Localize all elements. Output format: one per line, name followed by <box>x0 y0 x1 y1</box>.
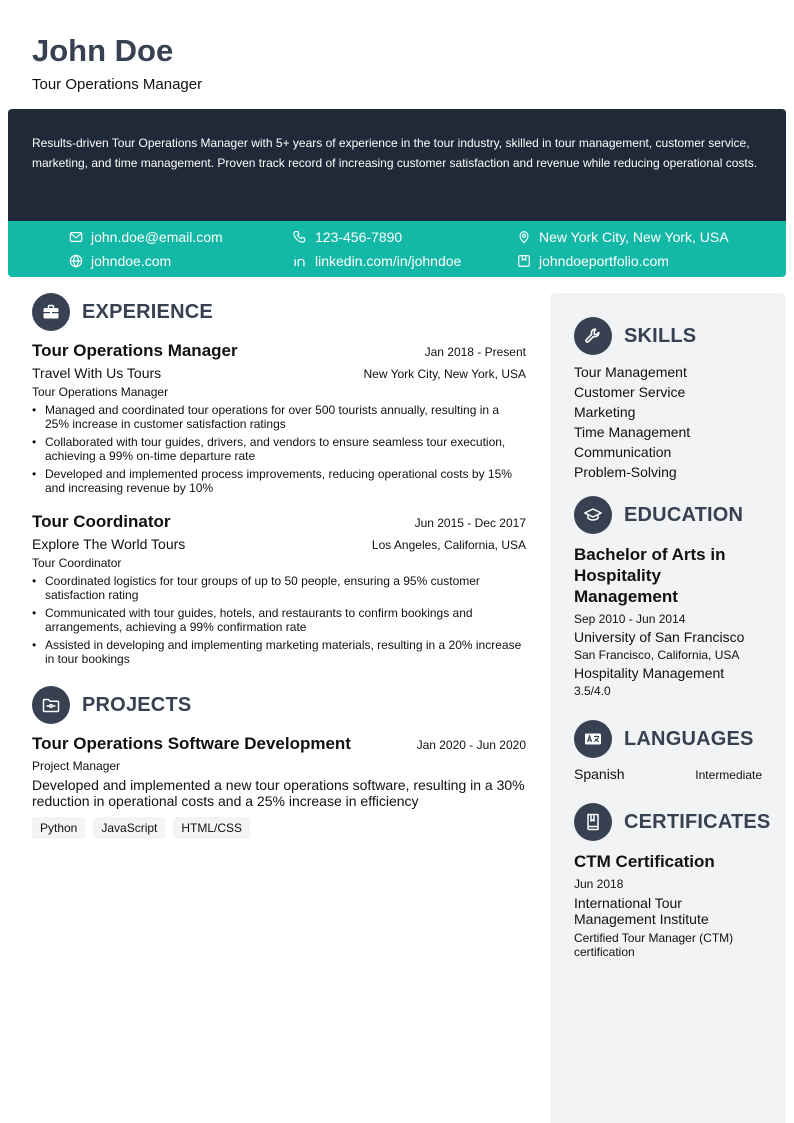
mail-icon <box>69 230 83 244</box>
briefcase-icon <box>32 293 70 331</box>
project-date: Jan 2020 - Jun 2020 <box>416 738 526 752</box>
job-company: Travel With Us Tours <box>32 365 162 381</box>
skill-item: Communication <box>574 444 672 460</box>
bullet-item: • Managed and coordinated tour operations for over 500 tourists annually, resulting in a 25% increase in customer satisfaction ratings <box>32 403 526 431</box>
tag: HTML/CSS <box>173 817 250 839</box>
certificate-entry <box>574 851 766 959</box>
resume-header <box>32 34 202 93</box>
job-company: Explore The World Tours <box>32 536 186 552</box>
experience-entry <box>32 512 526 666</box>
wrench-icon <box>574 317 612 355</box>
bullet-item: • Collaborated with tour guides, drivers, and vendors to ensure seamless tour execution, achieving a 99% on-time departure rate <box>32 435 526 463</box>
certificates-heading: CERTIFICATES <box>624 810 771 833</box>
certificate-description: Certified Tour Manager (CTM) certification <box>574 931 734 959</box>
tag: Python <box>32 817 85 839</box>
contact-location <box>517 228 729 246</box>
contact-phone-text: 123-456-7890 <box>315 229 403 245</box>
contact-linkedin-text: linkedin.com/in/johndoe <box>315 253 462 269</box>
education-gpa: 3.5/4.0 <box>574 684 611 698</box>
portfolio-icon <box>517 254 531 268</box>
skill-item: Tour Management <box>574 364 687 380</box>
certificate-date: Jun 2018 <box>574 877 624 891</box>
education-section-header <box>574 496 743 534</box>
education-entry <box>574 544 764 698</box>
summary-text: Results-driven Tour Operations Manager with 5+ years of experience in the tour industry, skilled in tour management, customer service, marketing, and time management. Proven track record of increasing customer satisfaction and revenue while reducing operational costs. <box>32 136 758 170</box>
location-pin-icon <box>517 230 531 244</box>
experience-heading: EXPERIENCE <box>82 300 213 323</box>
skill-item: Time Management <box>574 424 691 440</box>
globe-icon <box>69 254 83 268</box>
candidate-title: Tour Operations Manager <box>32 76 203 93</box>
skills-list <box>574 362 690 482</box>
education-date: Sep 2010 - Jun 2014 <box>574 612 686 626</box>
job-location: New York City, New York, USA <box>363 367 526 381</box>
job-role: Tour Operations Manager <box>32 385 169 399</box>
job-date: Jan 2018 - Present <box>424 345 526 359</box>
contact-website-text: johndoe.com <box>91 253 172 269</box>
experience-section-header <box>32 293 213 331</box>
tag: JavaScript <box>93 817 165 839</box>
project-title: Tour Operations Software Development <box>32 734 351 753</box>
project-entry <box>32 734 526 839</box>
job-date: Jun 2015 - Dec 2017 <box>414 516 526 530</box>
skills-heading: SKILLS <box>624 324 697 347</box>
certificate-issuer: International Tour Management Institute <box>574 895 709 927</box>
summary-panel <box>8 109 786 221</box>
education-heading: EDUCATION <box>624 503 744 526</box>
education-location: San Francisco, California, USA <box>574 648 740 662</box>
contact-email[interactable] <box>69 228 223 246</box>
job-title: Tour Coordinator <box>32 512 171 531</box>
languages-heading: LANGUAGES <box>624 727 754 750</box>
skill-item: Customer Service <box>574 384 686 400</box>
project-role: Project Manager <box>32 759 121 773</box>
bullet-item: • Developed and implemented process improvements, reducing operational costs by 15% and increasing revenue by 10% <box>32 467 526 495</box>
language-name: Spanish <box>574 766 625 782</box>
job-title: Tour Operations Manager <box>32 341 238 360</box>
contact-portfolio-text: johndoeportfolio.com <box>539 253 669 269</box>
job-role: Tour Coordinator <box>32 556 122 570</box>
certificate-name: CTM Certification <box>574 852 715 871</box>
skill-item: Problem-Solving <box>574 464 677 480</box>
education-degree: Bachelor of Arts in Hospitality Management <box>574 545 726 606</box>
phone-icon <box>293 230 307 244</box>
linkedin-icon <box>293 254 307 268</box>
skill-item: Marketing <box>574 404 636 420</box>
job-location: Los Angeles, California, USA <box>371 538 526 552</box>
education-school: University of San Francisco <box>574 629 745 645</box>
project-folder-icon <box>32 686 70 724</box>
bullet-item: • Coordinated logistics for tour groups of up to 50 people, ensuring a 95% customer satisfaction rating <box>32 574 526 602</box>
projects-section-header <box>32 686 191 724</box>
certificates-section-header <box>574 803 770 841</box>
contact-website[interactable] <box>69 252 171 270</box>
projects-heading: PROJECTS <box>82 693 192 716</box>
job-bullets <box>32 574 526 666</box>
graduation-cap-icon <box>574 496 612 534</box>
bullet-item: • Assisted in developing and implementing marketing materials, resulting in a 20% increase in tour bookings <box>32 638 526 666</box>
education-field: Hospitality Management <box>574 665 725 681</box>
contact-phone[interactable] <box>293 228 402 246</box>
project-description: Developed and implemented a new tour operations software, resulting in a 30% reduction in operational costs and a 25% increase in efficiency <box>32 777 525 809</box>
project-tags <box>32 817 526 839</box>
certificate-book-icon <box>574 803 612 841</box>
language-level: Intermediate <box>695 768 762 782</box>
bullet-item: • Communicated with tour guides, hotels, and restaurants to confirm bookings and arrangements, achieving a 99% confirmation rate <box>32 606 526 634</box>
contact-linkedin[interactable] <box>293 252 461 270</box>
contact-email-text: john.doe@email.com <box>91 229 223 245</box>
contact-portfolio[interactable] <box>517 252 669 270</box>
contact-location-text: New York City, New York, USA <box>539 229 729 245</box>
skills-section-header <box>574 317 696 355</box>
job-bullets <box>32 403 526 495</box>
translate-icon <box>574 720 612 758</box>
experience-entry <box>32 341 526 495</box>
language-item <box>574 766 762 782</box>
contact-bar <box>8 221 786 277</box>
languages-section-header <box>574 720 754 758</box>
candidate-name: John Doe <box>32 33 174 68</box>
